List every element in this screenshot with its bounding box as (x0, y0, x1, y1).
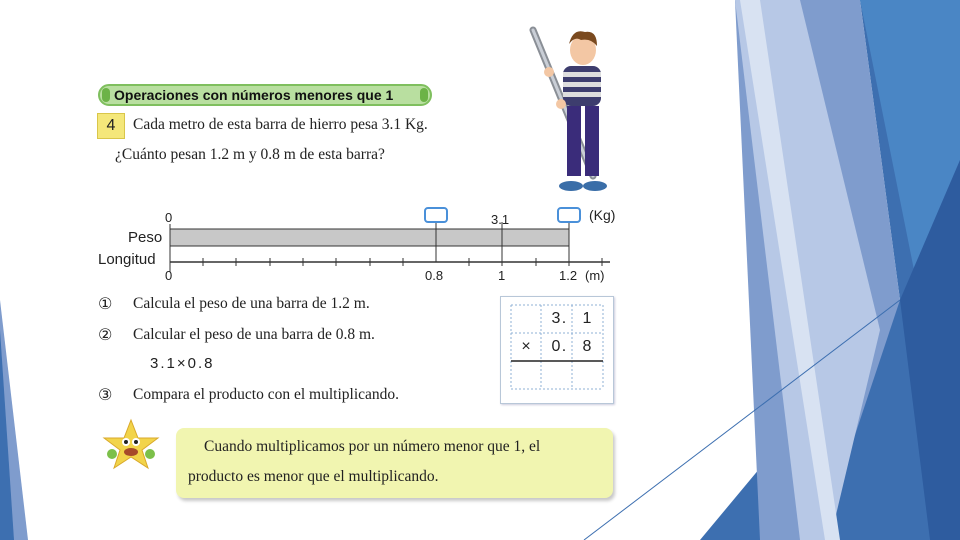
weight-zero-label: 0 (165, 210, 173, 225)
multiplier-digit-1: 0 (551, 338, 561, 355)
step-2-text: Calcular el peso de una barra de 0.8 m. (133, 326, 375, 343)
answer-box-0.8m[interactable] (424, 207, 448, 223)
weight-unit-label: (Kg) (589, 207, 616, 223)
tip-line-2: producto es menor que el multiplicando. (188, 468, 439, 485)
step-3-marker: ③ (98, 385, 113, 404)
multiplicand-digit-1: 3 (551, 310, 561, 327)
weight-value-label: 3.1 (491, 212, 510, 227)
multiply-operator: × (521, 338, 531, 355)
multiplicand-decimal-point: . (561, 310, 567, 327)
boy-with-iron-bar-illustration (525, 26, 615, 196)
step-2-marker: ② (98, 325, 113, 344)
length-unit-label: (m) (585, 268, 605, 283)
step-3-text: Compara el producto con el multiplicando. (133, 386, 400, 403)
length-tick-0.8: 0.8 (425, 268, 444, 283)
multiplicand-digit-2: 1 (582, 310, 592, 327)
length-tick-1: 1 (498, 268, 506, 283)
multiplication-grid (500, 296, 614, 404)
problem-question: ¿Cuánto pesan 1.2 m y 0.8 m de esta barra? (115, 146, 385, 163)
problem-number-badge: 4 (97, 113, 125, 139)
weight-row-label: Peso (128, 229, 163, 246)
tip-box (176, 428, 613, 498)
problem-statement: Cada metro de esta barra de hierro pesa 3.1 Kg. (133, 116, 428, 133)
section-title: Operaciones con números menores que 1 (98, 84, 432, 106)
length-tick-1.2: 1.2 (559, 268, 578, 283)
star-mascot-icon (98, 418, 164, 472)
step-2-expression: 3.1×0.8 (150, 355, 215, 372)
multiplier-digit-2: 8 (582, 338, 592, 355)
multiplier-decimal-point: . (561, 338, 567, 355)
answer-box-1.2m[interactable] (557, 207, 581, 223)
step-1-marker: ① (98, 294, 113, 313)
tip-line-1: Cuando multiplicamos por un número menor que 1, el (204, 438, 541, 455)
length-zero-label: 0 (165, 268, 173, 283)
length-row-label: Longitud (98, 251, 156, 268)
step-1-text: Calcula el peso de una barra de 1.2 m. (133, 295, 370, 312)
